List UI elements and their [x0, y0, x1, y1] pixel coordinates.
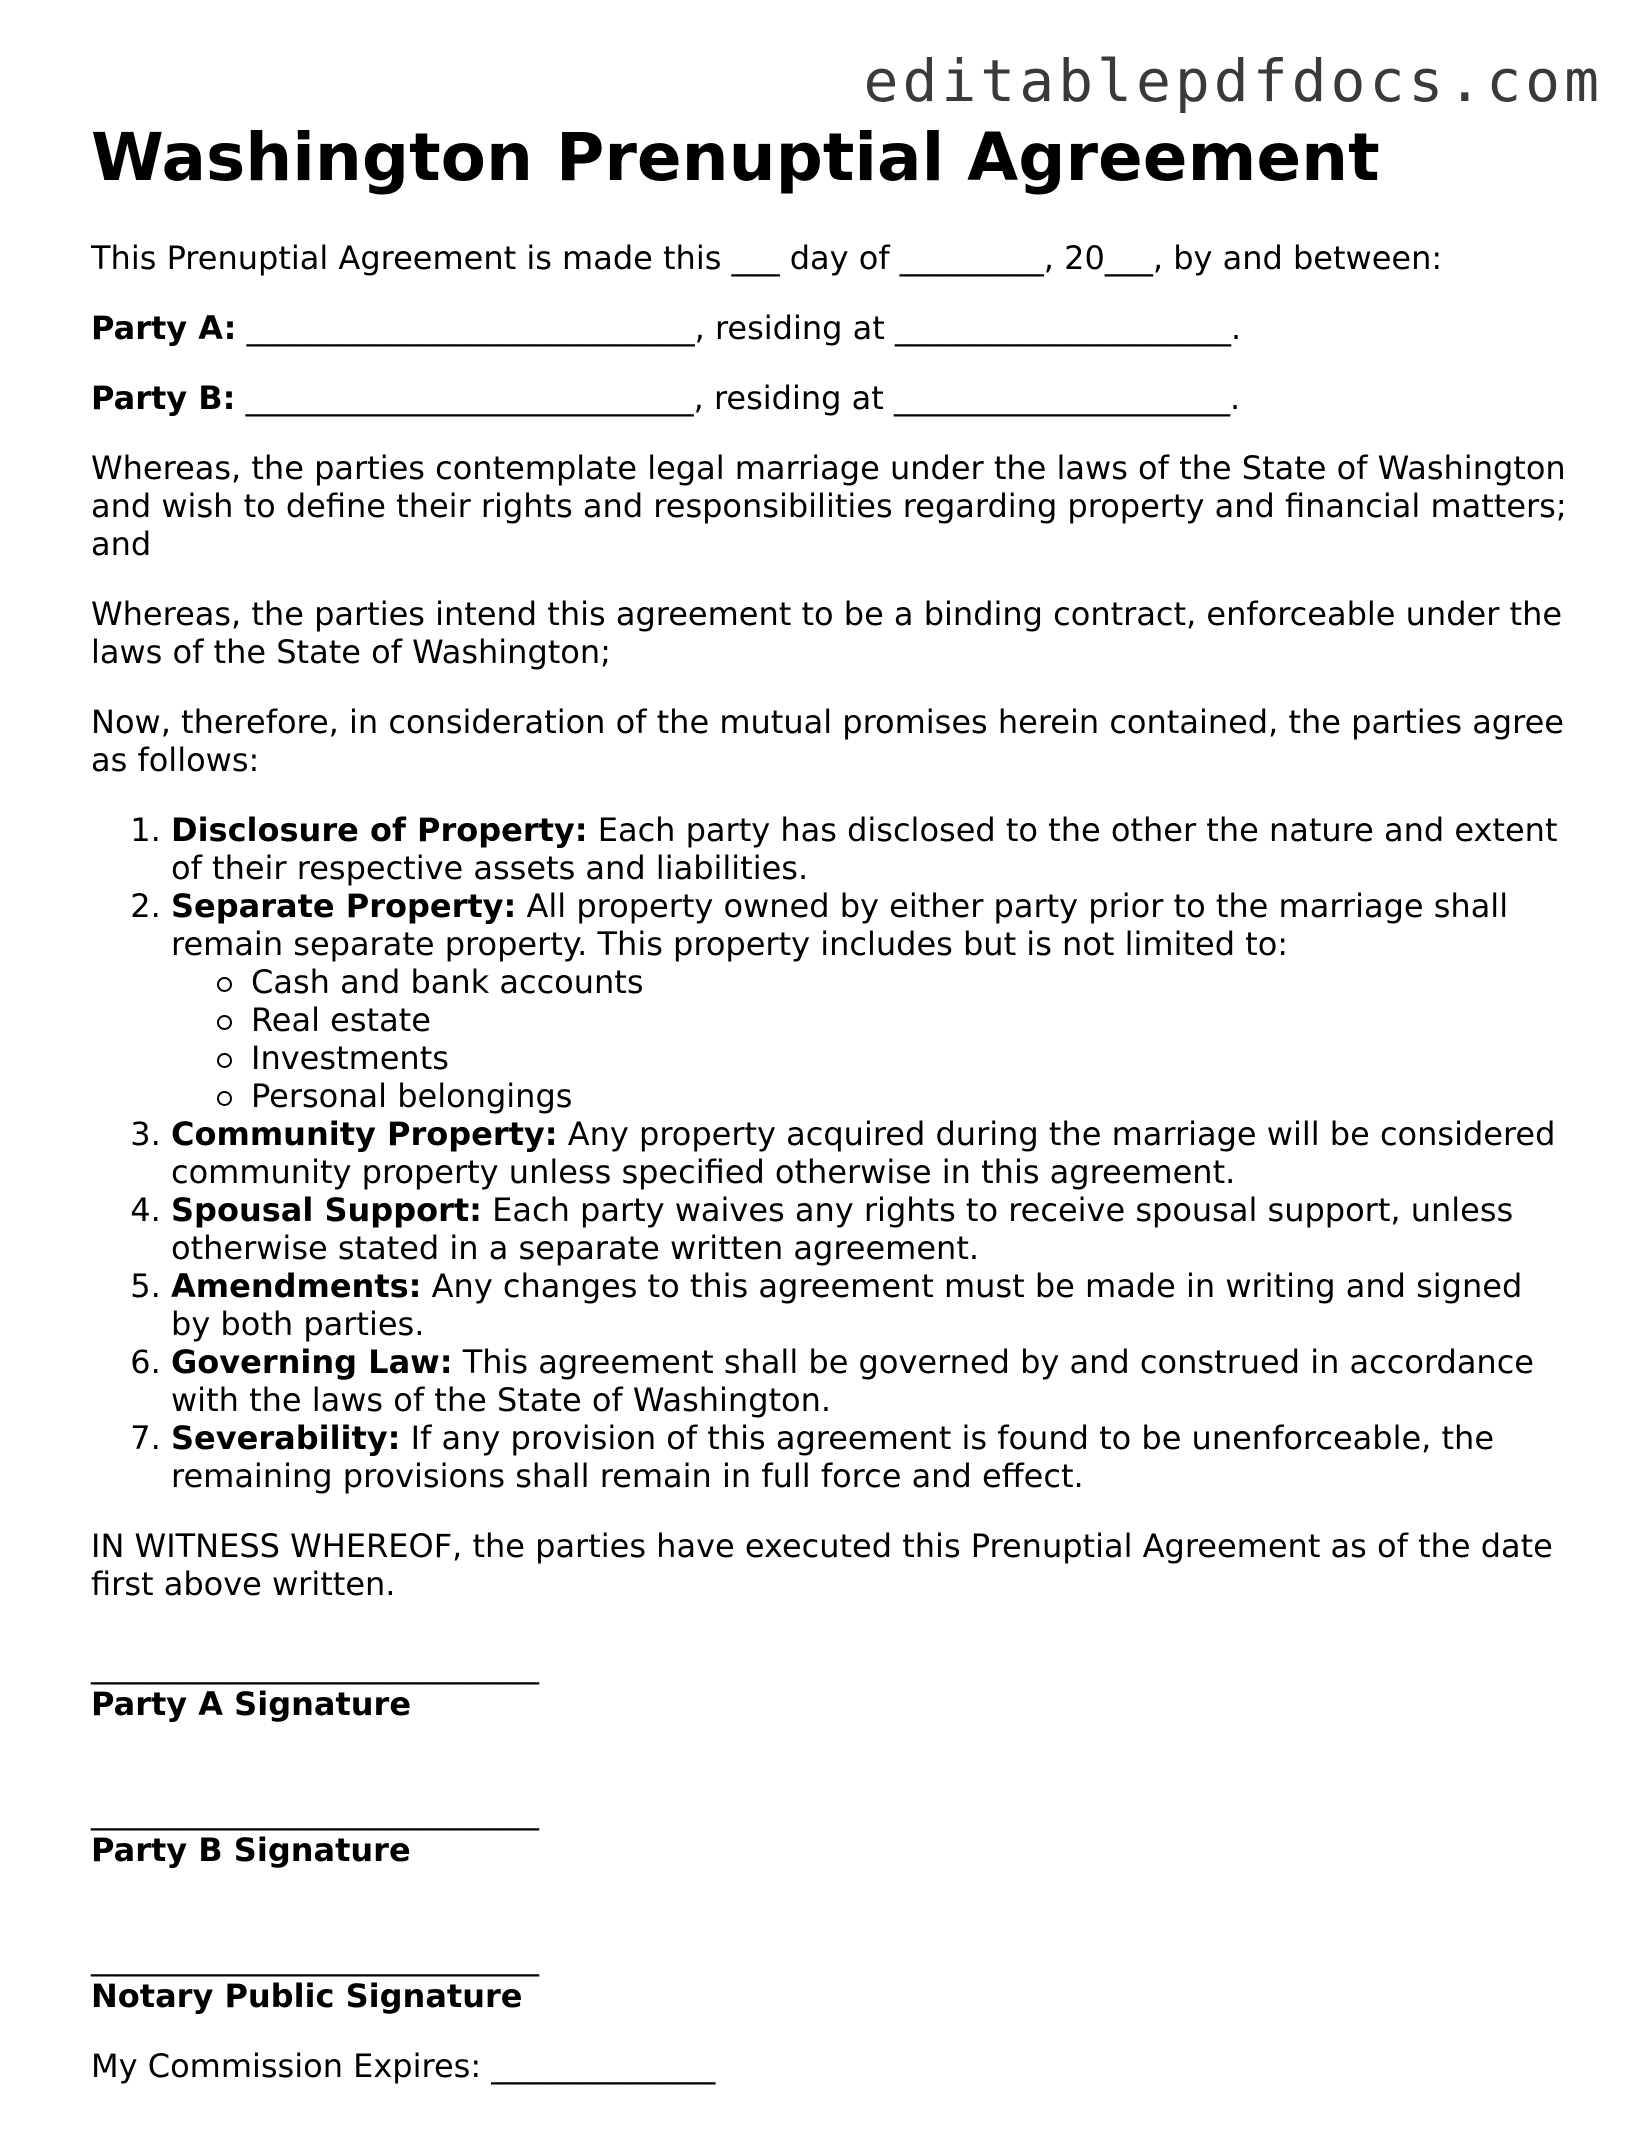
term-heading: Separate Property:: [171, 887, 517, 926]
term-heading: Disclosure of Property:: [171, 811, 588, 850]
now-therefore-paragraph: Now, therefore, in consideration of the mutual promises herein contained, the parties agree as follows:: [91, 703, 1564, 780]
document-page: [91, 118, 1571, 2085]
commission-expires: My Commission Expires: ______________: [91, 2047, 716, 2086]
term-heading: Spousal Support:: [171, 1191, 482, 1230]
party-a-label: Party A:: [91, 309, 237, 348]
party-b-line: [91, 379, 1571, 417]
signature-block: [91, 1647, 1571, 2015]
party-a-line: [91, 309, 1571, 347]
term-text: Each party waives any rights to receive spousal support, unless otherwise stated in a separate written agreement.: [171, 1191, 1514, 1268]
term-item-community-property: [171, 1115, 1571, 1191]
list-item: Personal belongings: [251, 1077, 1571, 1115]
terms-list: [91, 811, 1571, 1495]
term-heading: Governing Law:: [171, 1343, 453, 1382]
term-text: This agreement shall be governed by and construed in accordance with the laws of the State of Washington.: [171, 1343, 1534, 1420]
term-text: If any provision of this agreement is found to be unenforceable, the remaining provisions shall remain in full force and effect.: [171, 1419, 1495, 1496]
term-text: Each party has disclosed to the other the nature and extent of their respective assets and liabilities.: [171, 811, 1558, 888]
term-item-amendments: [171, 1267, 1571, 1343]
term-item-severability: [171, 1419, 1571, 1495]
list-item: Investments: [251, 1039, 1571, 1077]
term-text: Any property acquired during the marriage will be considered community property unless specified otherwise in this agreement.: [171, 1115, 1556, 1192]
term-item-disclosure: [171, 811, 1571, 887]
party-b-signature-line[interactable]: ____________________________: [91, 1793, 539, 1832]
whereas-paragraph-1: Whereas, the parties contemplate legal marriage under the laws of the State of Washington and wish to define their rights and responsibilities regarding property and financial matters; and: [91, 449, 1567, 564]
party-b-label: Party B:: [91, 379, 236, 418]
watermark: editablepdfdocs.com: [863, 47, 1603, 115]
term-item-spousal-support: [171, 1191, 1571, 1267]
list-item: Cash and bank accounts: [251, 963, 1571, 1001]
whereas-paragraph-2: Whereas, the parties intend this agreement to be a binding contract, enforceable under the laws of the State of Washington;: [91, 595, 1563, 672]
party-a-signature-label: Party A Signature: [91, 1685, 412, 1724]
separate-property-list: [171, 963, 1571, 1115]
intro-paragraph: This Prenuptial Agreement is made this ___ day of _________, 20___, by and between:: [91, 239, 1443, 278]
term-heading: Community Property:: [171, 1115, 558, 1154]
notary-signature-line[interactable]: ____________________________: [91, 1939, 539, 1978]
witness-paragraph: IN WITNESS WHEREOF, the parties have executed this Prenuptial Agreement as of the date first above written.: [91, 1527, 1553, 1604]
party-a-fields: ____________________________, residing at _____________________.: [236, 309, 1242, 348]
term-heading: Severability:: [171, 1419, 401, 1458]
notary-signature-label: Notary Public Signature: [91, 1977, 523, 2016]
party-b-fields: ____________________________, residing at _____________________.: [235, 379, 1241, 418]
term-text: All property owned by either party prior to the marriage shall remain separate property. This property includes but is not limited to:: [171, 887, 1509, 964]
party-b-signature-label: Party B Signature: [91, 1831, 411, 1870]
term-heading: Amendments:: [171, 1267, 422, 1306]
document-title: Washington Prenuptial Agreement: [91, 119, 1380, 196]
term-item-separate-property: [171, 887, 1571, 1115]
term-text: Any changes to this agreement must be made in writing and signed by both parties.: [171, 1267, 1523, 1344]
party-a-signature-line[interactable]: ____________________________: [91, 1647, 539, 1686]
list-item: Real estate: [251, 1001, 1571, 1039]
term-item-governing-law: [171, 1343, 1571, 1419]
